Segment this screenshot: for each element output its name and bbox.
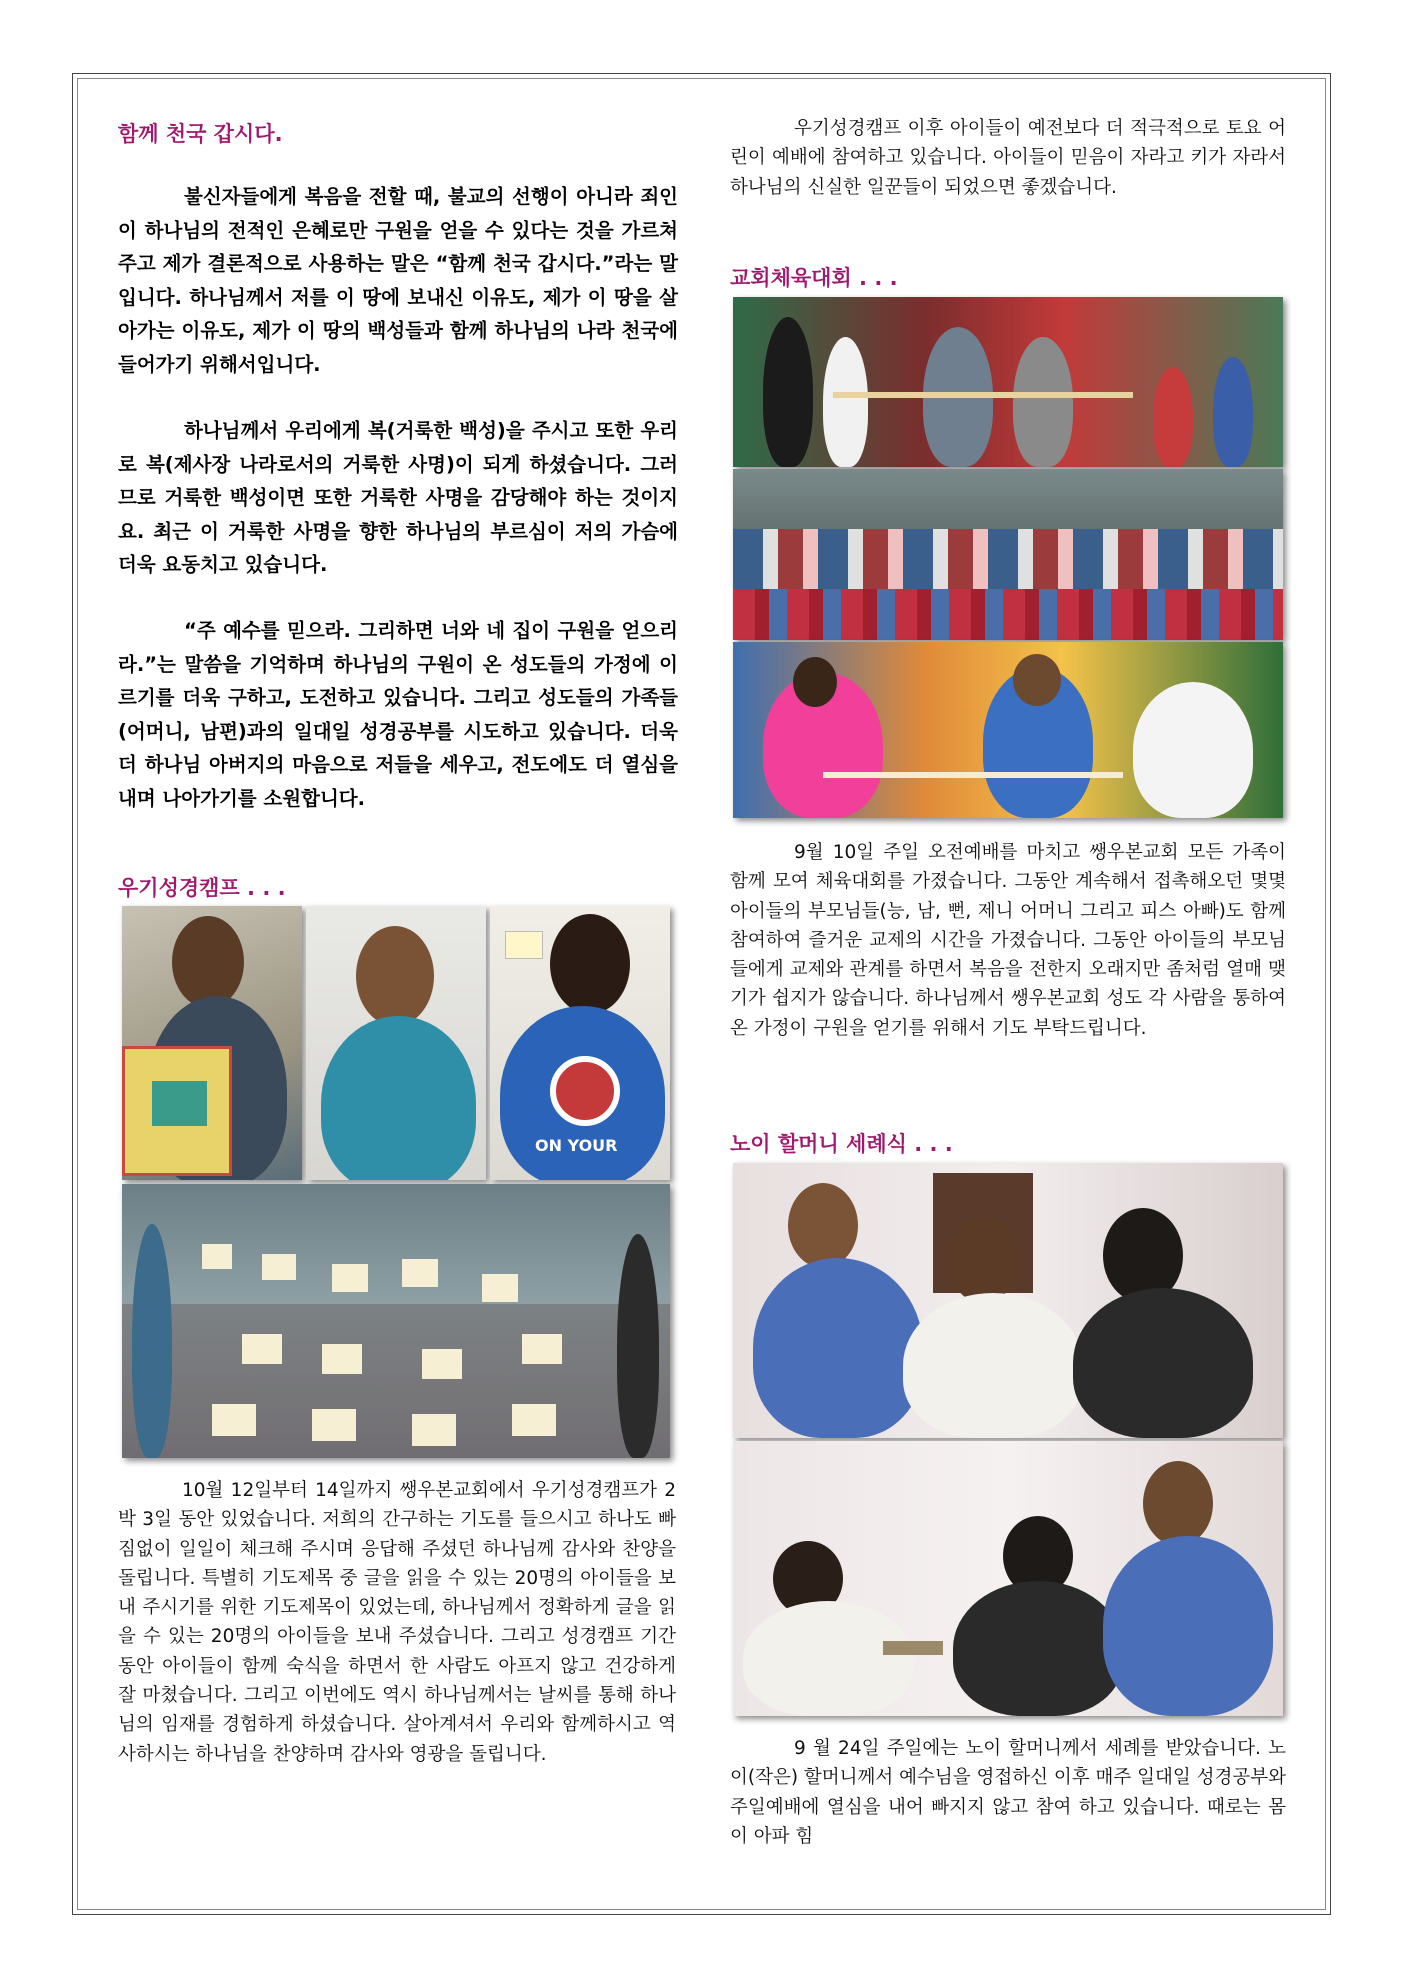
- camp-description: 10월 12일부터 14일까지 쌩우본교회에서 우기성경캠프가 2박 3일 동안 있었습니다. 저희의 간구하는 기도를 들으시고 하나도 빠짐없이 일일이 체크해 주시며 응답해 주셨던 하나님께 감사와 찬양을 돌립니다. 특별히 기도제목 중 글을 읽을 수 있는 20명의 아이들을 보내 주시기를 위한 기도제목이 있었는데, 하나님께서 정확하게 글을 읽을 수 있는 20명의 아이들을 보내 주셨습니다. 그리고 성경캠프 기간 동안 아이들이 함께 숙식을 하면서 한 사람도 아프지 않고 건강하게 잘 마쳤습니다. 그리고 이번에도 역시 하나님께서는 날씨를 통해 하나님의 임재를 경험하게 하셨습니다. 살아계셔서 우리와 함께하시고 역사하시는 하나님을 찬양하며 감사와 영광을 돌립니다.: [118, 1480, 676, 1765]
- camp-followup-text: 우기성경캠프 이후 아이들이 예전보다 더 적극적으로 토요 어린이 예배에 참여하고 있습니다. 아이들이 믿음이 자라고 키가 자라서 하나님의 신실한 일꾼들이 되었으면 좋겠습니다.: [730, 118, 1286, 198]
- camp-photo-boy-card: [490, 906, 670, 1180]
- camp-photo-girl-reading: [122, 906, 302, 1180]
- baptism-photo-2: [733, 1441, 1283, 1716]
- paragraph-2: 하나님께서 우리에게 복(거룩한 백성)을 주시고 또한 우리로 복(제사장 나라로서의 거룩한 사명)이 되게 하셨습니다. 그러므로 거룩한 백성이면 또한 거룩한 사명을 감당해야 하는 것이지요. 최근 이 거룩한 사명을 향한 하나님의 부르심이 저의 가슴에 더욱 요동치고 있습니다.: [118, 419, 678, 576]
- paragraph-3: “주 예수를 믿으라. 그리하면 너와 네 집이 구원을 얻으리라.”는 말씀을 기억하며 하나님의 구원이 온 성도들의 가정에 이르기를 더욱 구하고, 도전하고 있습니다. 그리고 성도들의 가족들(어머니, 남편)과의 일대일 성경공부를 시도하고 있습니다. 더욱 더 하나님 아버지의 마음으로 저들을 세우고, 전도에도 더 열심을 내며 나아가기를 소원합니다.: [118, 619, 678, 810]
- heading-baptism: 노이 할머니 세례식 . . .: [730, 1132, 953, 1156]
- shirt-print-text: ON YOUR: [535, 1136, 618, 1155]
- heading-together-heaven: 함께 천국 갑시다.: [118, 122, 283, 146]
- baptism-photo-1: [733, 1163, 1283, 1438]
- baptism-description: 9 월 24일 주일에는 노이 할머니께서 세례를 받았습니다. 노이(작은) 할머니께서 예수님을 영접하신 이후 매주 일대일 성경공부와 주일예배에 열심을 내어 빠지지 않고 참여 하고 있습니다. 때로는 몸이 아파 힘: [730, 1738, 1286, 1847]
- heading-church-sports: 교회체육대회 . . .: [730, 266, 898, 290]
- sports-description: 9월 10일 주일 오전예배를 마치고 쌩우본교회 모든 가족이 함께 모여 체육대회를 가졌습니다. 그동안 계속해서 접촉해오던 몇몇 아이들의 부모님들(능, 남, 뻔, 제니 어머니 그리고 피스 아빠)도 함께 참여하여 즐거운 교제의 시간을 가졌습니다. 그동안 아이들의 부모님들에게 교제와 관계를 하면서 복음을 전한지 오래지만 좀처럼 열매 맺기가 쉽지가 않습니다. 하나님께서 쌩우본교회 성도 각 사람을 통하여 온 가정이 구원을 얻기를 위해서 기도 부탁드립니다.: [730, 842, 1286, 1039]
- camp-photo-man-microphone: [306, 906, 486, 1180]
- camp-group-photo-certificates: [122, 1184, 670, 1458]
- sports-photo-group: [733, 469, 1283, 640]
- heading-bible-camp: 우기성경캠프 . . .: [118, 876, 286, 900]
- paragraph-1: 불신자들에게 복음을 전할 때, 불교의 선행이 아니라 죄인이 하나님의 전적인 은혜로만 구원을 얻을 수 있다는 것을 가르쳐주고 제가 결론적으로 사용하는 말은 “함께 천국 갑시다.”라는 말입니다. 하나님께서 저를 이 땅에 보내신 이유도, 제가 이 땅을 살아가는 이유도, 제가 이 땅의 백성들과 함께 하나님의 나라 천국에 들어가기 위해서입니다.: [118, 185, 678, 376]
- sports-photo-tug-of-war: [733, 297, 1283, 467]
- sports-photo-rope-pull: [733, 642, 1283, 818]
